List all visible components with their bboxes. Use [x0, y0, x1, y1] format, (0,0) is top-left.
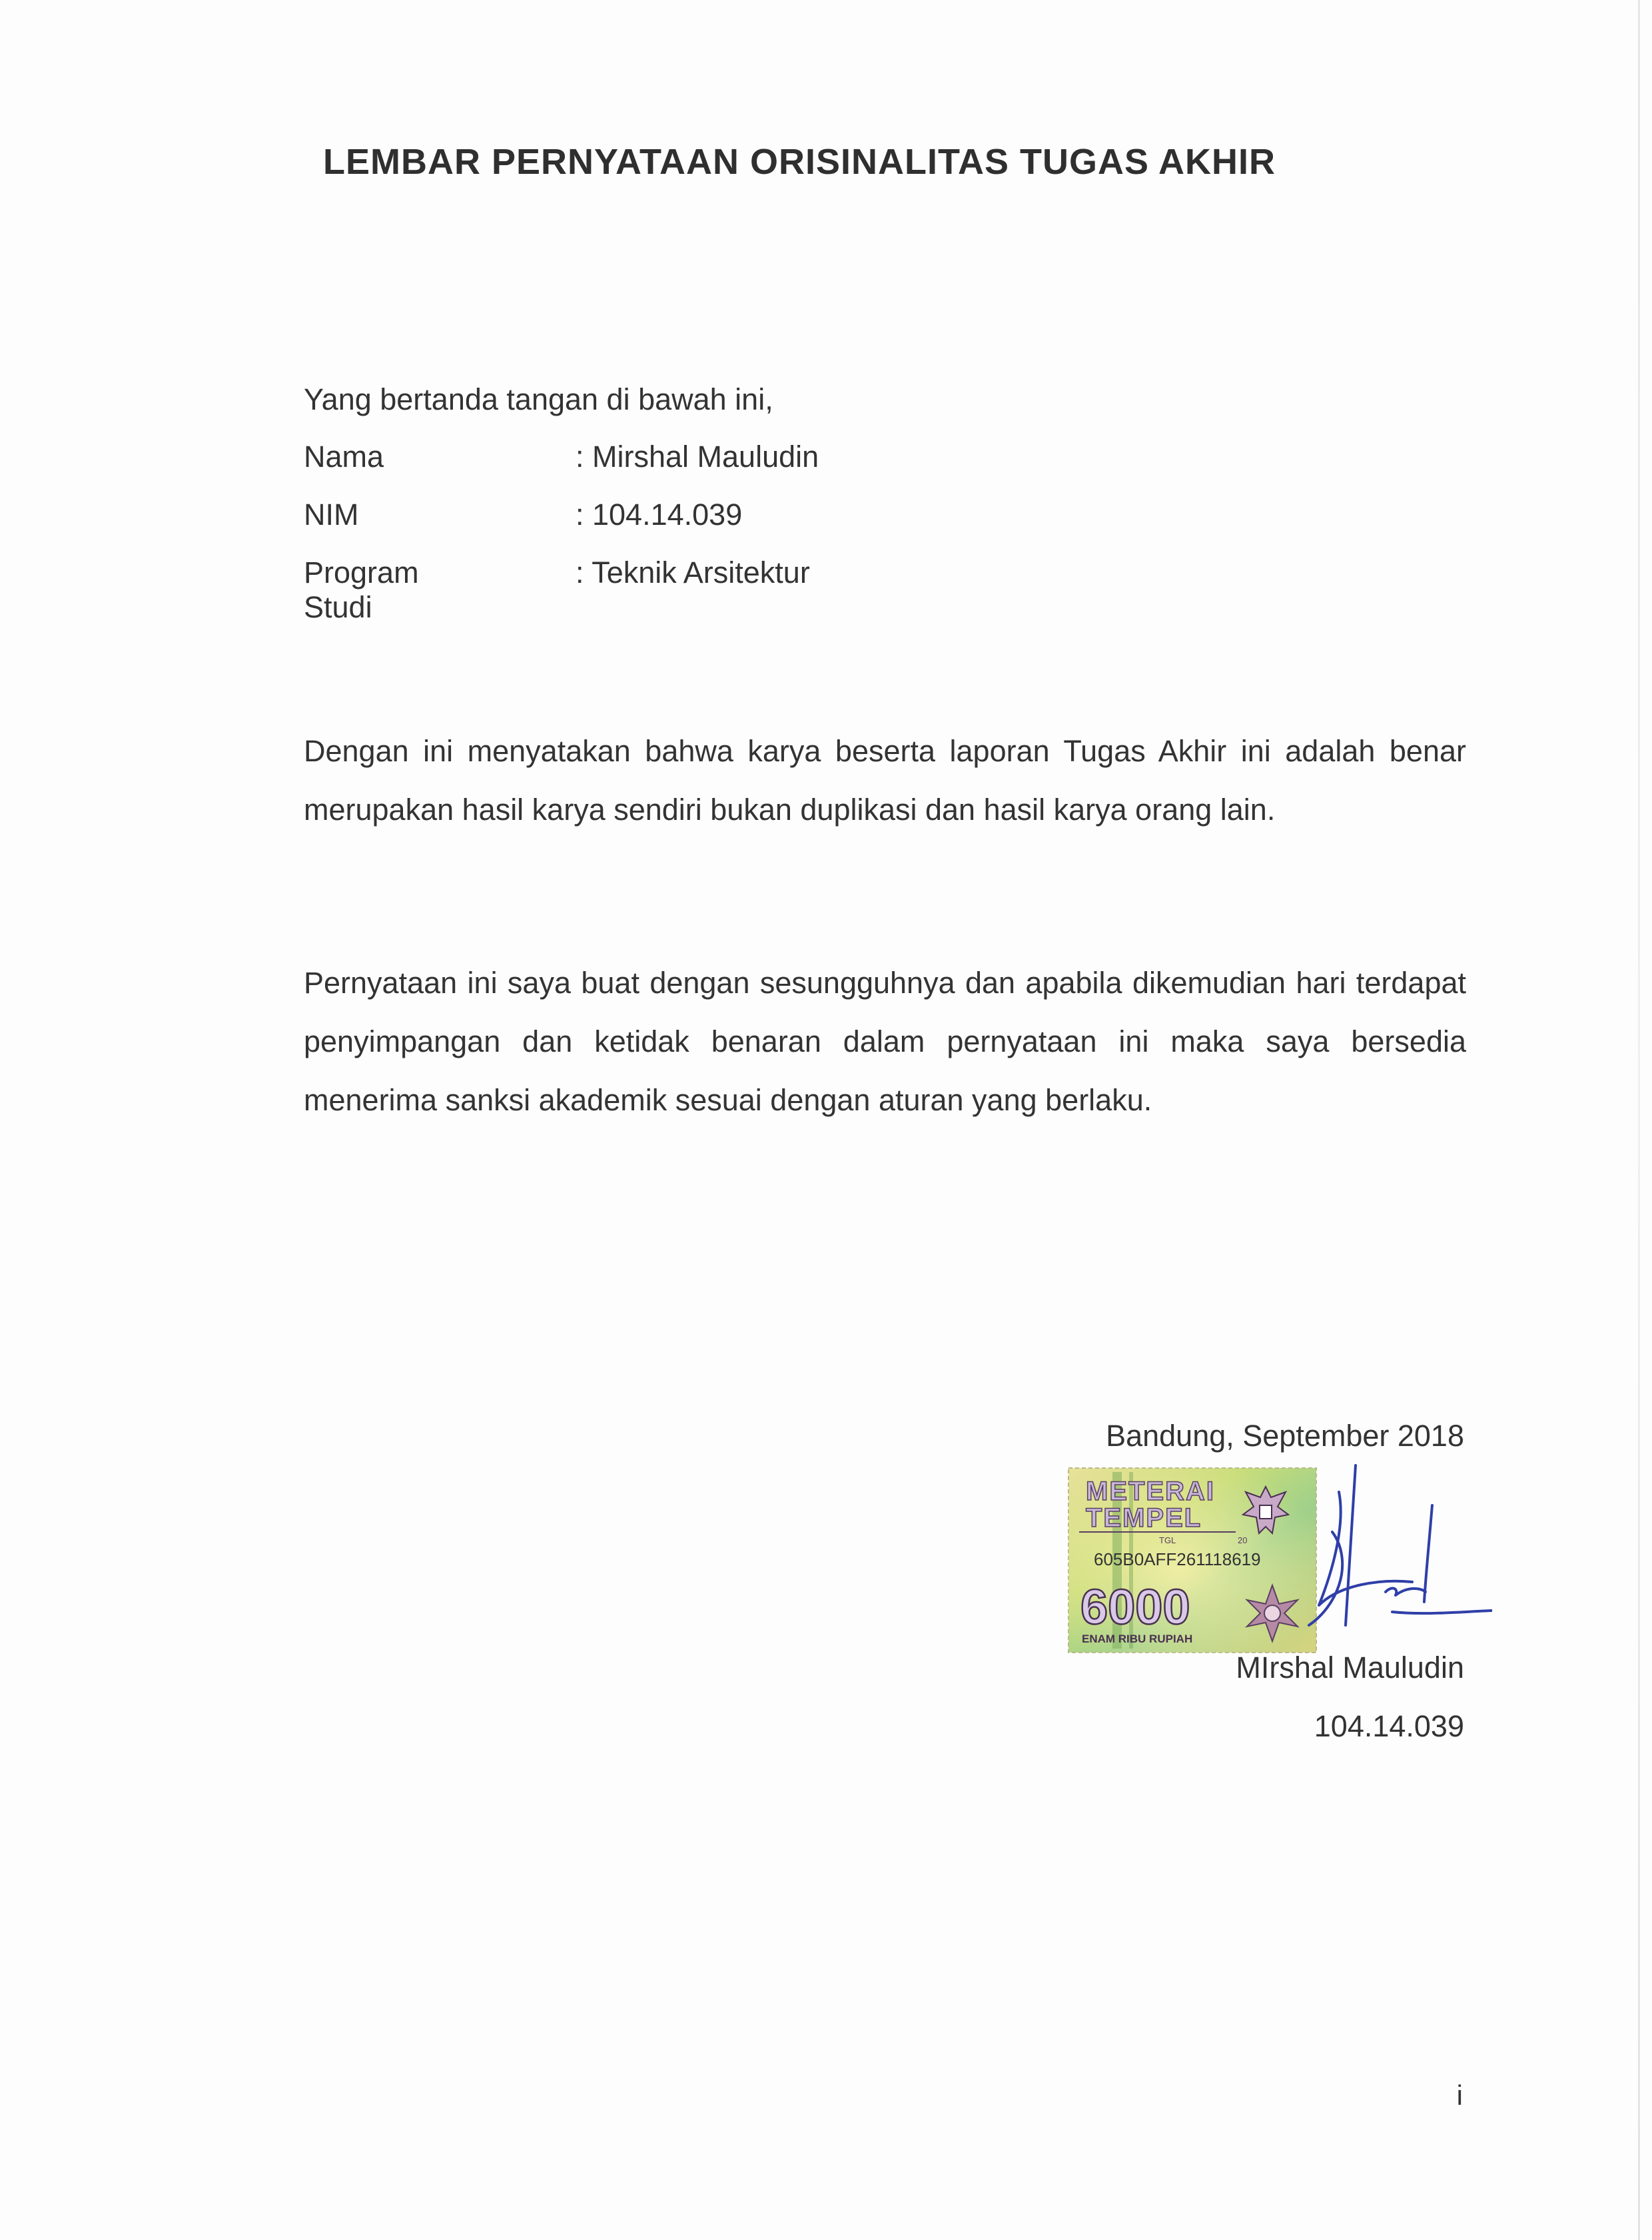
- stamp-serial: 605B0AFF261118619: [1094, 1549, 1261, 1569]
- signature-icon: [1292, 1452, 1492, 1665]
- page-number: i: [1456, 2079, 1463, 2111]
- field-label-name: Nama: [304, 440, 384, 474]
- place-date: Bandung, September 2018: [1106, 1419, 1464, 1453]
- field-value-nim: : 104.14.039: [576, 498, 743, 532]
- statement-paragraph-1: Dengan ini menyatakan bahwa karya beserta laporan Tugas Akhir ini adalah benar merupakan hasil karya sendiri bukan duplikasi dan hasil karya orang lain.: [304, 734, 1466, 827]
- signer-name: MIrshal Mauludin: [1236, 1651, 1464, 1684]
- signer-nim: 104.14.039: [1314, 1709, 1464, 1743]
- stamp-tgl: TGL: [1159, 1535, 1176, 1545]
- intro-text: Yang bertanda tangan di bawah ini,: [304, 382, 773, 416]
- stamp-line1: METERAI: [1086, 1477, 1215, 1506]
- field-label-program: Program Studi: [304, 556, 419, 624]
- statement-paragraph-2: Pernyataan ini saya buat dengan sesungguhnya dan apabila dikemudian hari terdapat penyimpangan dan ketidak benaran dalam pernyataan ini maka saya bersedia menerima sanksi akademik sesuai dengan aturan yang berlaku.: [304, 966, 1466, 1117]
- stamp-year-mark: 20: [1238, 1535, 1248, 1545]
- meterai-stamp: [1066, 1465, 1319, 1655]
- scan-edge: [1638, 0, 1640, 2240]
- document-title: [0, 141, 1652, 183]
- document-title-text: LEMBAR PERNYATAAN ORISINALITAS TUGAS AKHIR: [322, 142, 1276, 182]
- stamp-value: 6000: [1080, 1579, 1190, 1635]
- field-value-program: : Teknik Arsitektur: [576, 556, 810, 589]
- stamp-value-text: ENAM RIBU RUPIAH: [1082, 1633, 1193, 1645]
- field-value-name: : Mirshal Mauludin: [576, 440, 819, 474]
- stamp-line2: TEMPEL: [1086, 1503, 1202, 1533]
- field-label-nim: NIM: [304, 498, 359, 532]
